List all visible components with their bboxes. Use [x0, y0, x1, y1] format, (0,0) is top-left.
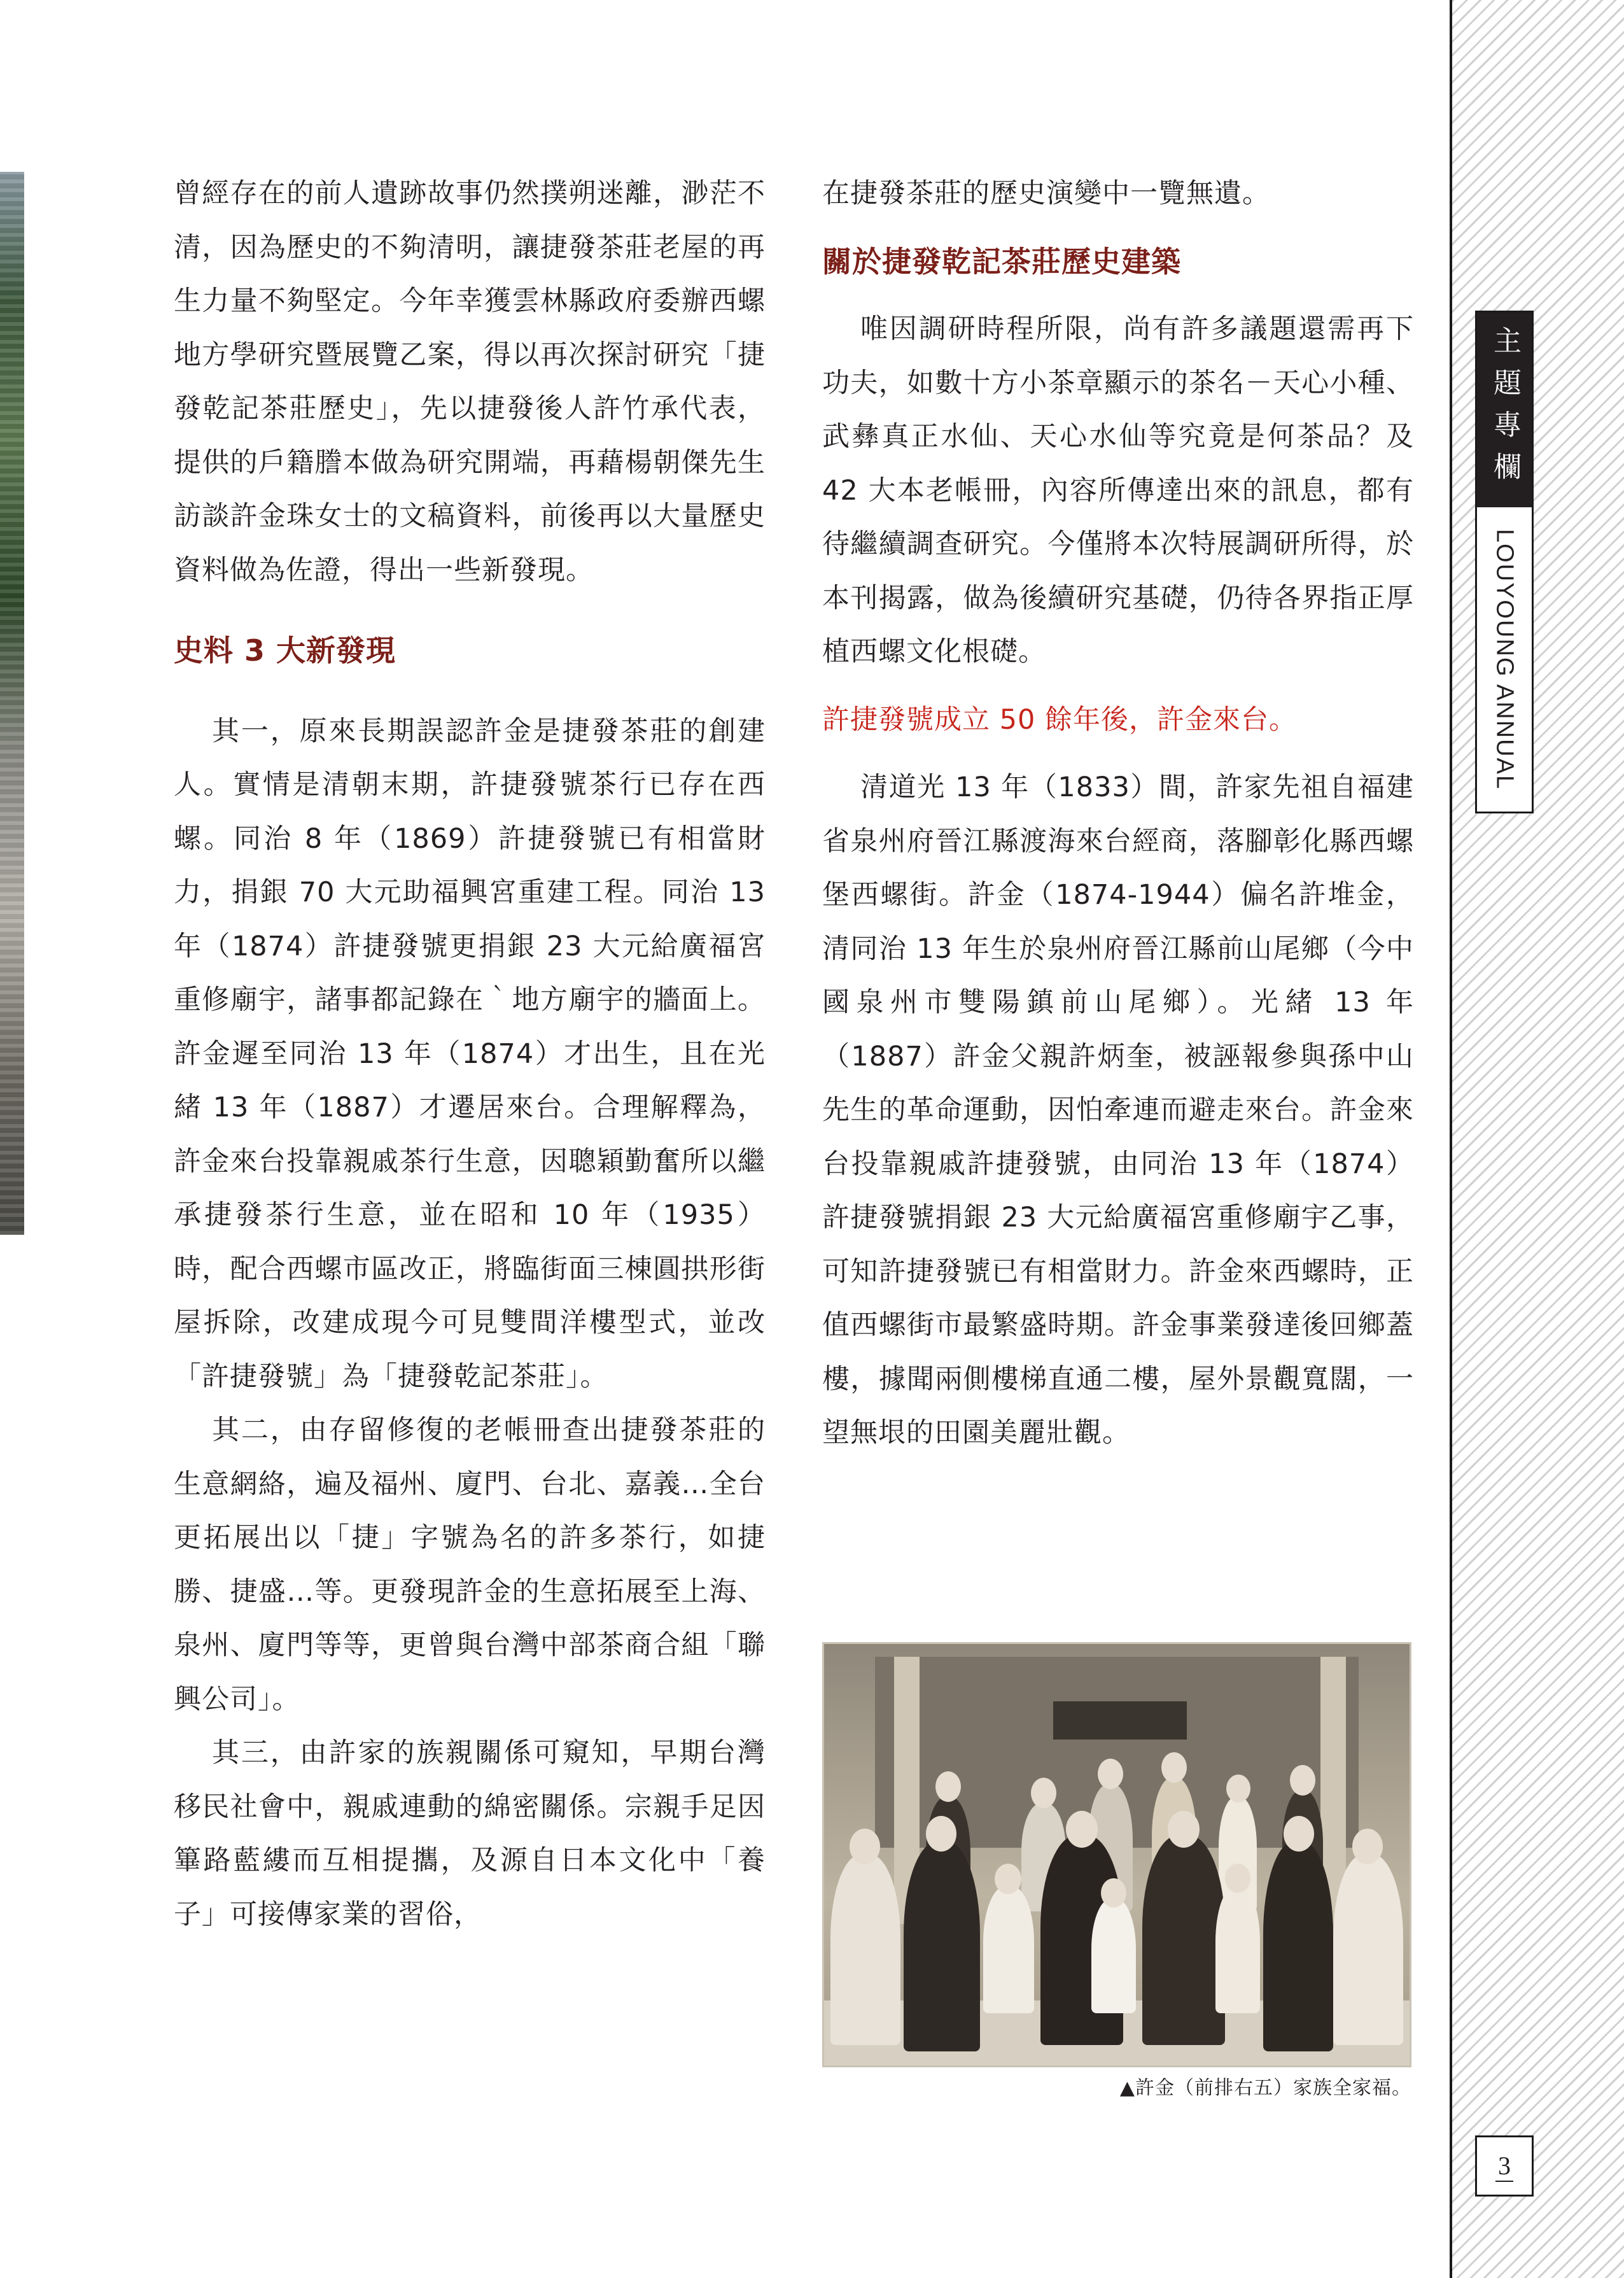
section-label-box — [1477, 313, 1532, 507]
intro-paragraph: 曾經存在的前人遺跡故事仍然撲朔迷離，渺茫不清，因為歷史的不夠清明，讓捷發茶莊老屋的再生力量不夠堅定。今年幸獲雲林縣政府委辦西螺地方學研究暨展覽乙案，得以再次探討研究「捷發乾記茶莊歷史」，先以捷發後人許竹承代表，提供的戶籍謄本做為研究開端，再藉楊朝傑先生訪談許金珠女士的文稿資料，前後再以大量歷史資料做為佐證，得出一些新發現。 — [174, 178, 766, 586]
section-label: 主題專欄 — [1488, 326, 1521, 494]
paragraph-first-discovery: 其一，原來長期誤認許金是捷發茶莊的創建人。實情是清朝末期，許捷發號茶行已存在西螺。同治 8 年（1869）許捷發號已有相當財力，捐銀 70 大元助福興宮重建工程。同治 13 年（1874）許捷發號更捐銀 23 大元給廣福宮重修廟宇，諸事都記錄在｀地方廟宇的牆面上。許金遲至同治 13 年（1874）才出生，且在光緒 13 年（1887）才遷居來台。合理解釋為，許金來台投靠親戚茶行生意，因聰穎勤奮所以繼承捷發茶行生意，並在昭和 10 年（1935）時，配合西螺市區改正，將臨街面三棟圓拱形街屋拆除，改建成現今可見雙間洋樓型式，並改「許捷發號」為「捷發乾記茶莊」。 — [174, 715, 766, 1393]
section-heading-discoveries: 史料 3 大新發現 — [174, 633, 396, 668]
subheading-arrival: 許捷發號成立 50 餘年後，許金來台。 — [822, 703, 1298, 736]
edge-photo-strip — [0, 172, 24, 1235]
continuation-paragraph: 在捷發茶莊的歷史演變中一覽無遺。 — [822, 178, 1270, 209]
section-side-tab — [1475, 311, 1534, 813]
photo-caption: ▲許金（前排右五）家族全家福。 — [1119, 2077, 1411, 2099]
page-number: 3 — [1495, 2151, 1513, 2182]
publication-label: LOUYOUNG ANNUAL — [1491, 528, 1518, 791]
paragraph-third-discovery: 其三，由許家的族親關係可窺知，早期台灣移民社會中，親戚連動的綿密關係。宗親手足因篳路藍縷而互相提攜，及源自日本文化中「養子」可接傳家業的習俗， — [174, 1737, 766, 1930]
paragraph-research-limits: 唯因調研時程所限，尚有許多議題還需再下功夫，如數十方小茶章顯示的茶名－天心小種、武彝真正水仙、天心水仙等究竟是何茶品？及 42 大本老帳冊，內容所傳達出來的訊息，都有待繼續調查研究。今僅將本次特展調研所得，於本刊揭露，做為後續研究基礎，仍待各界指正厚植西螺文化根礎。 — [822, 313, 1414, 668]
paragraph-second-discovery: 其二，由存留修復的老帳冊查出捷發茶莊的生意網絡，遍及福州、廈門、台北、嘉義…全台更拓展出以「捷」字號為名的許多茶行，如捷勝、捷盛…等。更發現許金的生意拓展至上海、泉州、廈門等等，更曾與台灣中部茶商合組「聯興公司」。 — [174, 1414, 766, 1715]
section-heading-building: 關於捷發乾記茶莊歷史建築 — [822, 244, 1181, 279]
right-text-column — [822, 167, 1414, 1460]
page-number-box — [1475, 2135, 1534, 2197]
paragraph-family-history: 清道光 13 年（1833）間，許家先祖自福建省泉州府晉江縣渡海來台經商，落腳彰化縣西螺堡西螺街。許金（1874-1944）偏名許堆金，清同治 13 年生於泉州府晉江縣前山尾鄉（今中國泉州市雙陽鎮前山尾鄉）。光緒 13 年（1887）許金父親許炳奎，被誣報參與孫中山先生的革命運動，因怕牽連而避走來台。許金來台投靠親戚許捷發號，由同治 13 年（1874）許捷發號捐銀 23 大元給廣福宮重修廟宇乙事，可知許捷發號已有相當財力。許金來西螺時，正值西螺街市最繁盛時期。許金事業發達後回鄉蓋樓，據聞兩側樓梯直通二樓，屋外景觀寬闊，一望無垠的田園美麗壯觀。 — [822, 771, 1414, 1449]
publication-label-box — [1477, 507, 1532, 812]
family-photo — [822, 1642, 1411, 2067]
left-text-column — [174, 167, 766, 1941]
